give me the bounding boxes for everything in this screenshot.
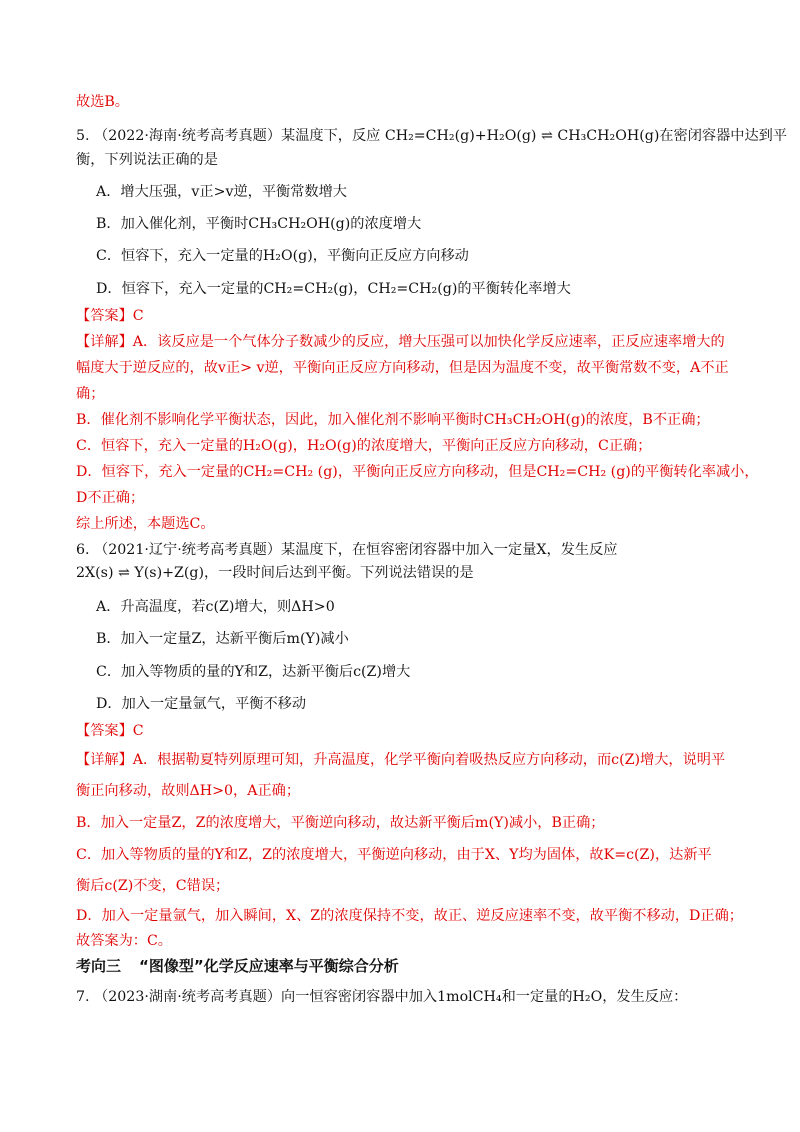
explanation-line: 衡后c(Z)不变，C错误； <box>76 878 230 894</box>
option-c: C．恒容下，充入一定量的H₂O(g)，平衡向正反应方向移动 <box>96 248 469 264</box>
option-a: A．增大压强，v正>v逆，平衡常数增大 <box>96 184 347 200</box>
section-title: “图像型”化学反应速率与平衡综合分析 <box>139 957 399 975</box>
option-a: A．升高温度，若c(Z)增大，则ΔH>0 <box>96 599 335 615</box>
explanation-line: D．恒容下，充入一定量的CH₂=CH₂ (g)，平衡向正反应方向移动，但是CH₂=CH₂ (g)的平衡转化率减小， <box>76 464 759 480</box>
explanation-line: C．加入等物质的量的Y和Z，Z的浓度增大，平衡逆向移动，由于X、Y均为固体，故K=c(Z)，达新平 <box>76 847 712 863</box>
question-6-stem: 6. （2021·辽宁·统考高考真题）某温度下，在恒容密闭容器中加入一定量X，发生反应 <box>76 542 618 558</box>
section-label: 考向三 <box>76 957 122 975</box>
answer-line: 【答案】C <box>76 308 144 324</box>
answer-line: 【答案】C <box>76 723 144 739</box>
explanation-line: 【详解】A．该反应是一个气体分子数减少的反应，增大压强可以加快化学反应速率，正反应速率增大的 <box>76 334 725 350</box>
section-heading <box>76 956 740 976</box>
explanation-line: D不正确； <box>76 490 145 506</box>
option-d: D．加入一定量氩气，平衡不移动 <box>96 696 307 712</box>
question-5-stem-cont: 衡，下列说法正确的是 <box>76 152 218 168</box>
explanation-line: B．催化剂不影响化学平衡状态，因此，加入催化剂不影响平衡时CH₃CH₂OH(g)的浓度，B不正确； <box>76 412 710 428</box>
explanation-line: 衡正向移动，故则ΔH>0，A正确； <box>76 783 301 799</box>
explanation-line: 确； <box>76 386 105 402</box>
question-5-stem: 5. （2022·海南·统考高考真题）某温度下，反应 CH₂=CH₂(g)+H₂O(g) ⇌ CH₃CH₂OH(g)在密闭容器中达到平 <box>76 128 788 144</box>
explanation-line: D．加入一定量氩气，加入瞬间，X、Z的浓度保持不变，故正、逆反应速率不变，故平衡不移动，D正确； <box>76 908 743 924</box>
explanation-line: 综上所述，本题选C。 <box>76 516 215 532</box>
explanation-line: C．恒容下，充入一定量的H₂O(g)，H₂O(g)的浓度增大，平衡向正反应方向移动，C正确； <box>76 438 652 454</box>
question-6-stem-cont: 2X(s) ⇌ Y(s)+Z(g)，一段时间后达到平衡。下列说法错误的是 <box>76 565 474 581</box>
question-7-stem: 7. （2023·湖南·统考高考真题）向一恒容密闭容器中加入1molCH₄和一定量的H₂O，发生反应： <box>76 989 688 1005</box>
explanation-line: 幅度大于逆反应的，故v正> v逆，平衡向正反应方向移动，但是因为温度不变，故平衡常数不变，A不正 <box>76 360 729 376</box>
explanation-line: 故答案为：C。 <box>76 933 172 949</box>
option-c: C．加入等物质的量的Y和Z，达新平衡后c(Z)增大 <box>96 664 411 680</box>
text-line: 故选B。 <box>76 94 129 110</box>
explanation-line: B．加入一定量Z，Z的浓度增大，平衡逆向移动，故达新平衡后m(Y)减小，B正确； <box>76 815 605 831</box>
explanation-line: 【详解】A．根据勒夏特列原理可知，升高温度，化学平衡向着吸热反应方向移动，而c(Z)增大，说明平 <box>76 752 726 768</box>
option-d: D．恒容下，充入一定量的CH₂=CH₂(g)，CH₂=CH₂(g)的平衡转化率增大 <box>96 281 571 297</box>
option-b: B．加入催化剂，平衡时CH₃CH₂OH(g)的浓度增大 <box>96 216 422 232</box>
option-b: B．加入一定量Z，达新平衡后m(Y)减小 <box>96 631 349 647</box>
